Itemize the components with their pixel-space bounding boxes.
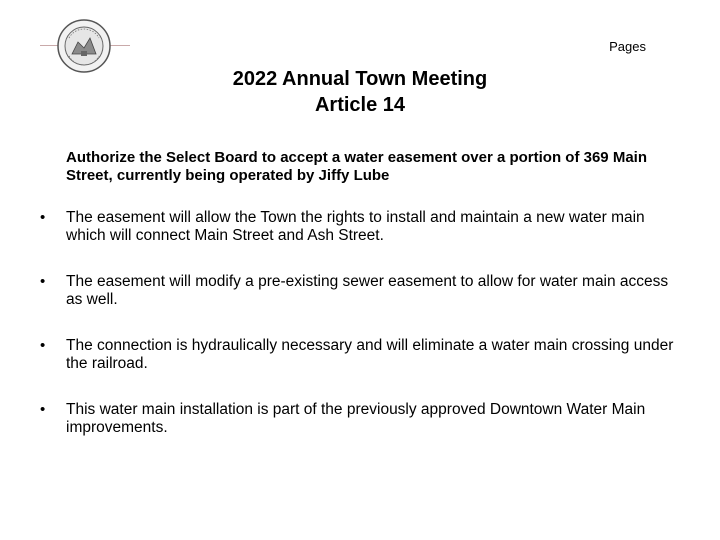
bullet-item: [0, 273, 686, 309]
bullet-item: [0, 401, 686, 437]
bullet-text: The connection is hydraulically necessary and will eliminate a water main crossing under the railroad.: [66, 337, 674, 372]
bullet-marker: •: [40, 401, 46, 418]
article-summary: Authorize the Select Board to accept a water easement over a portion of 369 Main Street, currently being operated by Jiffy Lube: [66, 149, 647, 184]
title-line-2: Article 14: [314, 94, 406, 116]
bullet-item: [0, 337, 686, 373]
bullet-text: The easement will allow the Town the rights to install and maintain a new water main which will connect Main Street and Ash Street.: [66, 209, 645, 244]
title-line-1: 2022 Annual Town Meeting: [232, 68, 488, 90]
seal-right-rule: [110, 45, 130, 46]
bullet-marker: •: [40, 273, 46, 290]
bullet-item: [0, 209, 686, 245]
bullet-text: The easement will modify a pre-existing sewer easement to allow for water main access as well.: [66, 273, 669, 308]
bullet-marker: •: [40, 337, 46, 354]
pages-link[interactable]: Pages: [609, 39, 646, 54]
bullet-text: This water main installation is part of the previously approved Downtown Water Main improvements.: [66, 401, 646, 436]
slide-title: [0, 66, 720, 118]
bullet-list: [0, 209, 720, 465]
bullet-marker: •: [40, 209, 46, 226]
